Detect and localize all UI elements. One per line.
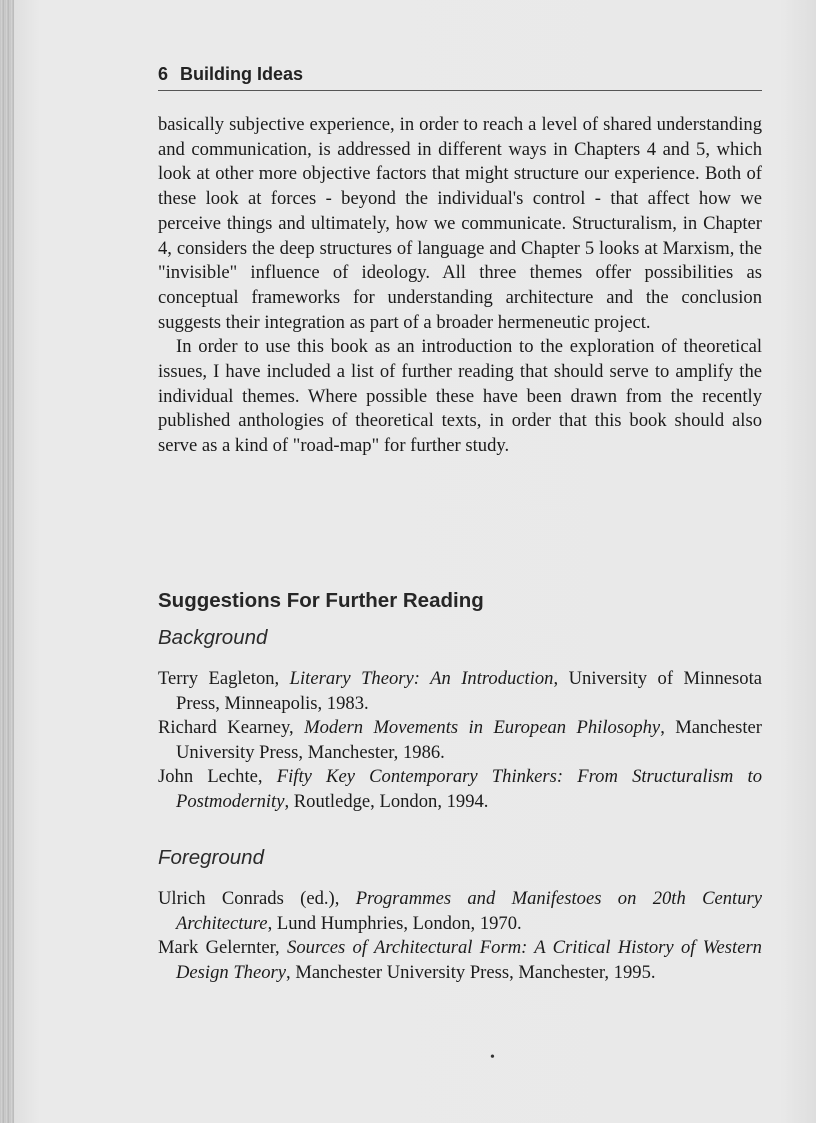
reference-item [158,936,762,985]
reference-details: , Lund Humphries, London, 1970. [267,912,522,934]
reference-details: , Routledge, London, 1994. [284,790,489,812]
running-header [158,64,762,91]
foreground-reference-list [158,887,762,985]
reference-title: Programmes and Manifestoes on 20th Century Architecture [176,888,762,934]
book-spine-shadow [0,0,14,1123]
body-paragraph-2: In order to use this book as an introduction to the exploration of theoretical issues, I have included a list of further reading that should serve to amplify the individual themes. Where possible these have been drawn from the recently published anthologies of theoretical texts, in order that this book should also serve as a kind of "road-map" for further study. [158,336,762,457]
further-reading-heading: Suggestions For Further Reading [158,589,484,612]
reference-details: , Manchester University Press, Manchester, 1995. [286,961,656,983]
reference-author: Terry Eagleton, [158,668,290,689]
background-reference-list [158,667,762,814]
reference-item [158,716,762,765]
reference-item [158,765,762,814]
foreground-heading: Foreground [158,846,264,869]
reference-title: Fifty Key Contemporary Thinkers: From Structuralism to Postmodernity [176,766,762,812]
reference-title: Modern Movements in European Philosophy [304,717,661,738]
reference-details: , University of Minnesota Press, Minneapolis, 1983. [176,668,763,714]
reference-author: Richard Kearney, [158,717,305,738]
reference-title: Sources of Architectural Form: A Critical History of Western Design Theory [176,937,762,983]
page-number: 6 [158,64,169,84]
reference-item [158,667,762,716]
reference-title: Literary Theory: An Introduction [289,668,554,689]
reference-author: Mark Gelernter, [158,937,288,958]
body-text [158,113,762,459]
background-heading: Background [158,626,268,649]
reference-details: , Manchester University Press, Manchester, 1986. [176,717,762,763]
reference-item [158,887,762,936]
running-title: Building Ideas [180,64,304,84]
stray-ink-mark: • [490,1050,495,1065]
reference-author: Ulrich Conrads (ed.), [158,888,356,909]
body-paragraph-1: basically subjective experience, in order to reach a level of shared understanding and communication, is addressed in different ways in Chapters 4 and 5, which look at other more objective factors that might structure our experience. Both of these look at forces - beyond the individual's control - that affect how we perceive things and ultimately, how we communicate. Structuralism, in Chapter 4, considers the deep structures of language and Chapter 5 looks at Marxism, the "invisible" influence of ideology. All three themes offer possibilities as conceptual frameworks for understanding architecture and the conclusion suggests their integration as part of a broader hermeneutic project. [158,114,762,333]
reference-author: John Lechte, [158,766,277,787]
